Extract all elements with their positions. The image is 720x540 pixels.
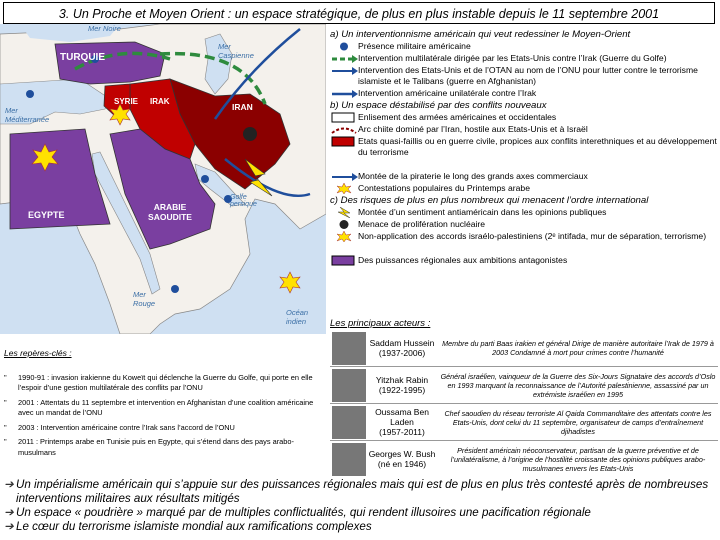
legend-c2: Menace de prolifération nucléaire <box>358 219 486 229</box>
legend-section-b: b) Un espace déstabilisé par des conflits nouveaux <box>330 100 547 111</box>
label-syria: SYRIE <box>114 97 139 106</box>
base-dot <box>26 90 34 98</box>
label-egypt: EGYPTE <box>28 210 65 220</box>
conclusion <box>4 478 716 534</box>
conclusion-line: Un espace « poudrière » marqué par de multiples conflictualités, qui rendent illusoires une pacification régionale <box>16 506 591 519</box>
base-dot <box>201 175 209 183</box>
actor-photo <box>332 406 366 439</box>
legend-c1: Montée d’un sentiment antiaméricain dans les opinions publiques <box>358 207 607 217</box>
uprising-icon <box>280 272 300 293</box>
legend-a1: Présence militaire américaine <box>358 41 471 51</box>
actors-table <box>330 330 718 477</box>
legend-section-a: a) Un interventionnisme américain qui veut redessiner le Moyen-Orient <box>330 29 631 40</box>
label-indian-ocean: Océan indien <box>286 308 309 326</box>
arrow-icon: ➔ <box>4 506 14 519</box>
actor-name: Oussama Ben Laden <box>375 407 429 427</box>
conclusion-line: Le cœur du terrorisme islamiste mondial aux ramifications complexes <box>16 520 372 533</box>
nuclear-icon <box>243 127 257 141</box>
legend-b5: Contestations populaires du Printemps arabe <box>358 183 530 193</box>
label-saudi: ARABIE SAOUDITE <box>148 202 192 222</box>
actor-desc: Président américain néoconservateur, partisan de la guerre préventive et de l’unilatéralisme, à l’origine de l’hostilité croissante des opinions publiques arabo-musulmanes envers les Etats-Unis <box>450 445 706 473</box>
actor-name: Yitzhak Rabin <box>375 375 429 385</box>
actor-photo <box>332 369 366 402</box>
legend-b1: Enlisement des armées américaines et occidentales <box>358 112 557 122</box>
actor-desc: Membre du parti Baas irakien et général Dirige de manière autoritaire l’Irak de 1979 à 2003 Condamné à mort pour crimes contre l’humanité <box>442 339 714 357</box>
actor-name: Georges W. Bush (né en 1946) <box>368 449 436 469</box>
actors-title: Les principaux acteurs : <box>330 318 431 329</box>
label-iran: IRAN <box>232 102 253 112</box>
map-svg <box>0 24 326 334</box>
key-dates: Les repères-clés : " 1990-91 : invasion irakienne du Koweït qui déclenche la Guerre du Golfe, qui porte en elle l’espoir d’une gestion multilatérale des conflits par l’ONU " 2001 : Attentats du 11 septembre et intervention en Afghanistan d’une coalition américaine avec un mandat de l’ONU " 2003 : Intervention américaine contre l’Irak sans l’accord de l’ONU " 2011 : Printemps arabe en Tunisie puis en Egypte, qui s’étend dans des pays arabo-musulmans <box>4 348 326 462</box>
label-caspian: Mer Caspienne <box>218 42 254 60</box>
key-date-item: 2003 : Intervention américaine contre l’Irak sans l’accord de l’ONU <box>18 422 235 432</box>
key-date-item: 2001 : Attentats du 11 septembre et intervention en Afghanistan d’une coalition américaine avec un mandat de l’ONU <box>18 397 314 417</box>
actor-dates: (1922-1995) <box>378 385 426 395</box>
actor-row <box>330 441 718 477</box>
label-turkey: TURQUIE <box>60 52 105 63</box>
conclusion-line: Un impérialisme américain qui s’appuie sur des puissances régionales mais qui est de plus en plus très contesté après de nombreuses interventions militaires aux résultats mitigés <box>16 478 709 505</box>
legend-a2: Intervention multilatérale dirigée par les Etats-Unis contre l’Irak (Guerre du Golfe) <box>358 53 667 63</box>
key-dates-title: Les repères-clés : <box>4 348 72 358</box>
key-date-item: 2011 : Printemps arabe en Tunisie puis en Egypte, qui s’étend dans des pays arabo-musulmans <box>18 437 294 457</box>
legend-c3: Non-application des accords israélo-palestiniens (2ᵉ intifada, mur de séparation, terrorisme) <box>358 231 707 241</box>
legend-b2: Arc chiite dominé par l’Iran, hostile aux Etats-Unis et à Israël <box>358 124 588 134</box>
label-iraq: IRAK <box>150 97 170 106</box>
label-gulf: Golfe persique <box>230 194 257 208</box>
turkey-region <box>55 42 165 84</box>
label-red-sea: Mer Rouge <box>133 290 156 308</box>
actor-photo <box>332 332 366 365</box>
base-dot <box>171 285 179 293</box>
arrow-icon: ➔ <box>4 520 14 533</box>
actor-row <box>330 330 718 367</box>
label-mediterranean: Mer Méditerranée <box>5 106 50 124</box>
key-date-item: 1990-91 : invasion irakienne du Koweït qui déclenche la Guerre du Golfe, qui porte en elle l’espoir d’une gestion multilatérale des conflits par l’ONU <box>18 372 313 392</box>
legend-c4: Des puissances régionales aux ambitions antagonistes <box>358 255 568 265</box>
actor-dates: (1937-2006) <box>378 348 426 358</box>
legend-b4: Montée de la piraterie le long des grands axes commerciaux <box>358 171 588 181</box>
page-title: 3. Un Proche et Moyen Orient : un espace stratégique, de plus en plus instable depuis le 11 septembre 2001 <box>3 2 715 24</box>
actor-row <box>330 404 718 441</box>
actor-desc: Général israélien, vainqueur de la Guerre des Six-Jours Signataire des accords d’Oslo en 1993 marquant la reconnaissance de l’Autorité palestinienne, assassiné par un extrémiste israélien en 1995 <box>440 371 716 399</box>
legend <box>330 28 718 318</box>
actor-row <box>330 367 718 404</box>
legend-a3: Intervention des Etats-Unis et de l’OTAN au nom de l’ONU pour lutter contre le terrorisme islamiste et le Talibans (guerre en Afghanistan) <box>358 65 698 86</box>
legend-b3: Etats quasi-faillis ou en guerre civile, propices aux conflits interethniques et au développement du terrorisme <box>358 136 717 157</box>
actor-dates: (1957-2011) <box>379 427 425 437</box>
arrow-icon: ➔ <box>4 478 14 491</box>
map <box>0 24 326 334</box>
actor-photo <box>332 443 366 476</box>
actor-name: Saddam Hussein <box>369 338 435 348</box>
label-black-sea: Mer Noire <box>88 24 121 33</box>
legend-section-c: c) Des risques de plus en plus nombreux qui menacent l’ordre international <box>330 195 649 206</box>
actor-desc: Chef saoudien du réseau terroriste Al Qaida Commanditaire des attentats contre les Etats-Unis, dont celui du 11 septembre, organisateur de camps d’entraînement djihadistes <box>444 408 712 436</box>
legend-a4: Intervention américaine unilatérale contre l’Irak <box>358 88 537 98</box>
